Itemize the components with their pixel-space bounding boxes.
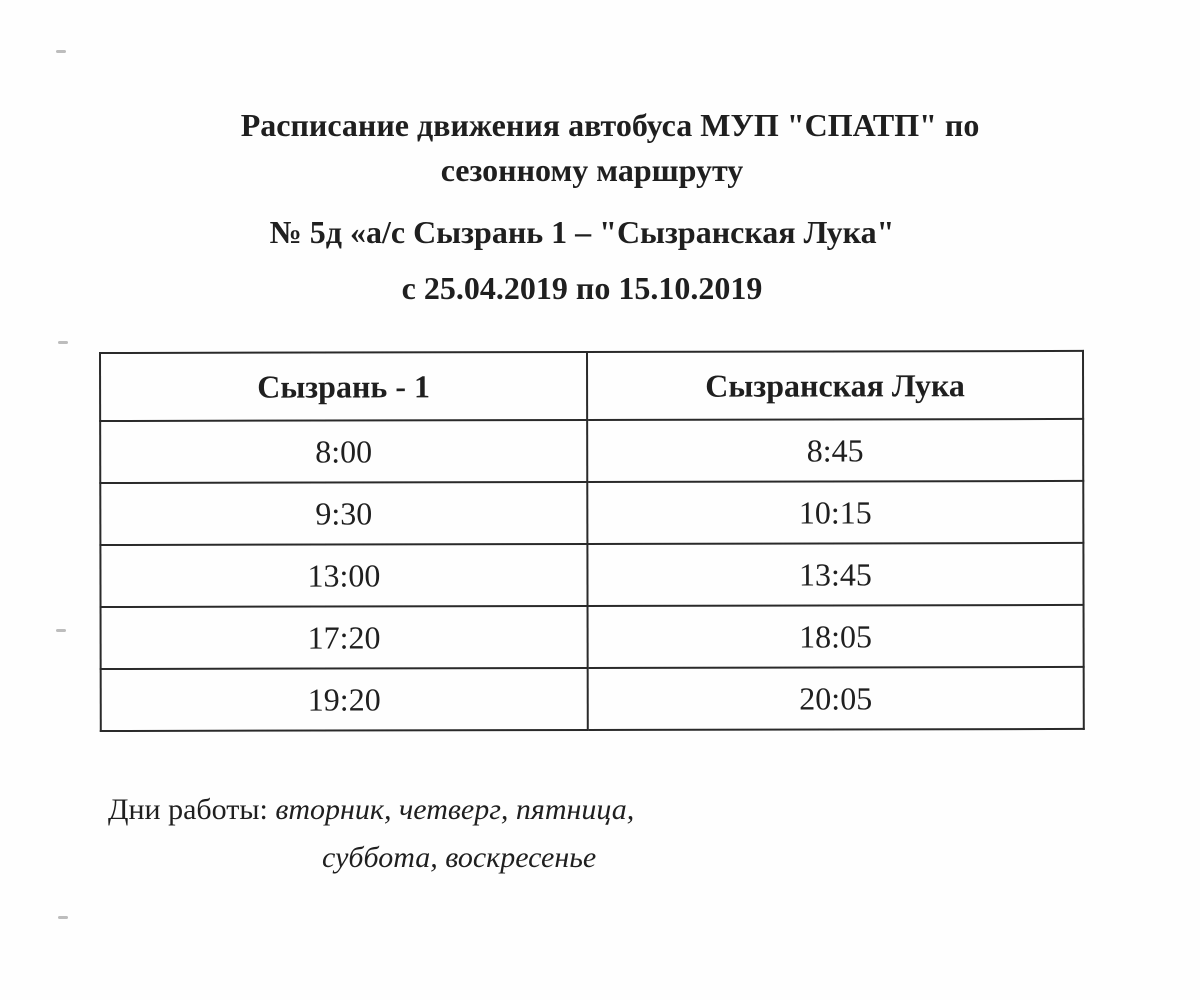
departure-time-luka: 13:45	[587, 543, 1083, 606]
scan-speck	[56, 629, 66, 632]
scan-speck	[56, 50, 66, 53]
title-line-1: Расписание движения автобуса МУП "СПАТП" по	[240, 107, 980, 143]
operating-days-line-1: вторник, четверг, пятница,	[275, 793, 635, 826]
title-line-2: сезонному маршруту	[440, 152, 744, 188]
table-row	[100, 481, 1083, 545]
column-header-syzran-1: Сызрань - 1	[100, 352, 587, 421]
date-range-line: с 25.04.2019 по 15.10.2019	[401, 270, 763, 306]
operating-days	[108, 790, 634, 830]
departure-time-luka: 20:05	[588, 667, 1084, 730]
scan-speck	[58, 916, 68, 919]
table-row	[101, 605, 1084, 669]
table-row	[101, 667, 1084, 731]
operating-days-line-2: суббота, воскресенье	[322, 841, 597, 874]
table-row	[100, 419, 1083, 483]
timetable	[99, 350, 1085, 732]
route-line: № 5д «а/с Сызрань 1 – "Сызранская Лука"	[269, 214, 895, 250]
departure-time-syzran: 8:00	[100, 420, 587, 483]
departure-time-syzran: 13:00	[100, 544, 587, 607]
table-row	[100, 543, 1083, 607]
departure-time-syzran: 9:30	[100, 482, 587, 545]
departure-time-syzran: 19:20	[101, 668, 588, 731]
departure-time-luka: 8:45	[587, 419, 1083, 482]
scan-speck	[58, 341, 68, 344]
departure-time-luka: 18:05	[588, 605, 1084, 668]
departure-time-syzran: 17:20	[101, 606, 588, 669]
operating-days-label: Дни работы:	[108, 793, 268, 826]
departure-time-luka: 10:15	[587, 481, 1083, 544]
column-header-syzranskaya-luka: Сызранская Лука	[587, 351, 1083, 420]
table-header-row	[100, 351, 1083, 421]
